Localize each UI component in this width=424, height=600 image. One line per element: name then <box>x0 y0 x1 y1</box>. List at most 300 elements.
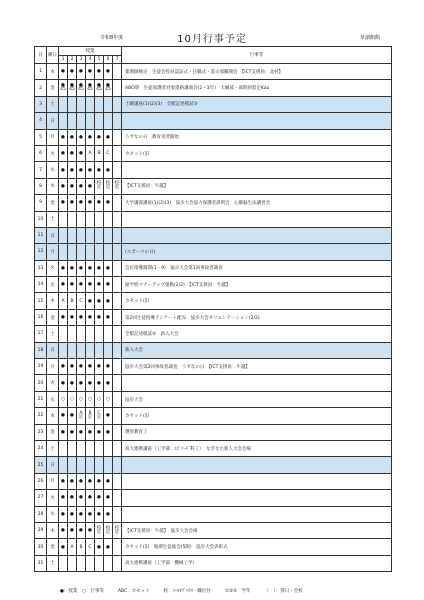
weekday-cell: 日 <box>47 457 59 473</box>
period-cell: ● <box>77 473 86 489</box>
legend-item: ①②③：学年 <box>224 589 251 594</box>
period-cell <box>113 64 122 80</box>
period-cell <box>113 260 122 276</box>
event-cell: ABO祭 生徒保護者対象進路講演会(2・3年) 大綱部・部時到着定Kau <box>122 80 392 96</box>
document-header <box>0 30 424 46</box>
period-header: 3 <box>77 56 86 64</box>
period-cell: ● <box>104 473 113 489</box>
weekday-cell: 火 <box>47 490 59 506</box>
date-cell: 30 <box>35 539 47 555</box>
legend-item: ABC：カセット <box>117 589 150 594</box>
table-row <box>35 457 392 473</box>
period-cell: ● <box>86 260 95 276</box>
period-cell: ● <box>59 522 68 538</box>
weekday-cell: 日 <box>47 227 59 243</box>
period-cell: ● 45 <box>104 80 113 96</box>
period-cell: 校 定 <box>113 522 122 538</box>
date-header: 日 <box>35 47 47 64</box>
date-cell: 13 <box>35 260 47 276</box>
date-cell: 1 <box>35 64 47 80</box>
period-cell <box>95 96 104 112</box>
period-cell: ● <box>77 375 86 391</box>
period-cell <box>68 227 77 243</box>
period-cell: ● <box>68 178 77 194</box>
era-label: 令和8年度 <box>100 35 124 41</box>
period-cell: C 定 <box>95 408 104 424</box>
period-cell: ● <box>95 129 104 145</box>
period-cell <box>86 96 95 112</box>
period-cell: ● <box>104 539 113 555</box>
period-cell <box>104 342 113 358</box>
date-cell: 20 <box>35 375 47 391</box>
period-cell: ● <box>68 162 77 178</box>
period-cell <box>113 277 122 293</box>
event-cell: カセット(旧 <box>122 408 392 424</box>
period-cell <box>95 227 104 243</box>
period-cell: ● <box>86 424 95 440</box>
period-cell <box>86 244 95 260</box>
period-cell: B <box>77 539 86 555</box>
period-cell <box>113 80 122 96</box>
period-cell <box>59 342 68 358</box>
period-cell <box>86 227 95 243</box>
period-cell <box>59 555 68 571</box>
table-row <box>35 277 392 293</box>
table-row <box>35 211 392 227</box>
legend-item: 校：ｺｰﾙｵﾌﾞﾊｳｽ・職位付 <box>163 589 211 594</box>
table-row <box>35 506 392 522</box>
period-cell <box>86 440 95 456</box>
period-cell: A <box>68 539 77 555</box>
event-cell <box>122 211 392 227</box>
weekday-cell: 月 <box>47 244 59 260</box>
period-cell: 校 定 <box>113 178 122 194</box>
period-cell: ● <box>95 162 104 178</box>
period-cell: ● <box>68 195 77 211</box>
period-cell <box>77 113 86 129</box>
period-cell: B <box>68 293 77 309</box>
period-cell <box>113 195 122 211</box>
event-cell: 新入大会 <box>122 342 392 358</box>
table-row <box>35 326 392 342</box>
weekday-cell: 水 <box>47 277 59 293</box>
weekday-cell: 火 <box>47 260 59 276</box>
date-cell: 23 <box>35 424 47 440</box>
period-cell <box>59 440 68 456</box>
period-cell: ● <box>77 129 86 145</box>
period-cell <box>59 244 68 260</box>
period-cell: ● <box>68 129 77 145</box>
period-cell: 校 定 <box>95 178 104 194</box>
period-cell: ● <box>104 162 113 178</box>
weekday-cell: 月 <box>47 359 59 375</box>
period-cell: ● <box>77 424 86 440</box>
period-cell: ● <box>95 195 104 211</box>
period-cell <box>113 440 122 456</box>
weekday-cell: 土 <box>47 96 59 112</box>
period-cell: B 定 <box>86 408 95 424</box>
table-row <box>35 96 392 112</box>
weekday-cell: 木 <box>47 522 59 538</box>
period-cell: ○ <box>86 391 95 407</box>
period-cell <box>113 211 122 227</box>
period-cell: ● 45 <box>77 80 86 96</box>
period-cell: ● <box>86 195 95 211</box>
date-cell: 27 <box>35 490 47 506</box>
weekday-cell: 金 <box>47 309 59 325</box>
period-cell <box>59 96 68 112</box>
period-header: 2 <box>68 56 77 64</box>
event-cell: 選挙教育工 <box>122 424 392 440</box>
period-cell <box>113 227 122 243</box>
period-cell: ● <box>77 490 86 506</box>
weekday-cell: 火 <box>47 375 59 391</box>
period-cell: ○ <box>77 391 86 407</box>
period-cell: A 定 <box>77 408 86 424</box>
period-cell <box>86 326 95 342</box>
period-cell: ● <box>59 277 68 293</box>
period-cell <box>68 440 77 456</box>
period-cell: ● <box>95 309 104 325</box>
period-cell: ● <box>95 473 104 489</box>
period-cell <box>113 293 122 309</box>
period-cell: ● <box>104 64 113 80</box>
period-cell: ● 45 <box>59 80 68 96</box>
event-cell: 高大連携講座（工学部：機械工学） <box>122 555 392 571</box>
table-row <box>35 145 392 161</box>
period-cell <box>104 227 113 243</box>
table-row <box>35 113 392 129</box>
weekday-cell: 土 <box>47 440 59 456</box>
period-cell: ● <box>77 359 86 375</box>
period-cell <box>77 244 86 260</box>
event-cell: カセット(旧 後期生徒総会(5限) 協歩大会表彰式 <box>122 539 392 555</box>
period-cell: ● <box>95 490 104 506</box>
period-cell <box>68 457 77 473</box>
table-row <box>35 244 392 260</box>
period-cell <box>113 375 122 391</box>
event-cell: 薬剤師検定 生徒会役員認証式・任職式・前文部髄開会 【ICT支援員：北村】 <box>122 64 392 80</box>
event-cell: カセット(旧 <box>122 293 392 309</box>
event-cell: 【ICT支援員：牛越】 協歩大会会場 <box>122 522 392 538</box>
period-cell <box>104 555 113 571</box>
period-cell: C <box>104 145 113 161</box>
event-cell <box>122 506 392 522</box>
period-cell <box>77 96 86 112</box>
period-cell <box>113 96 122 112</box>
period-cell: ● <box>59 490 68 506</box>
period-cell: ● <box>95 64 104 80</box>
period-cell <box>95 555 104 571</box>
period-cell <box>113 424 122 440</box>
period-cell: C <box>77 293 86 309</box>
legend-item: ●：授業 ○：行事等 <box>60 589 104 594</box>
date-cell: 2 <box>35 80 47 96</box>
period-cell: ● <box>68 473 77 489</box>
weekday-cell: 木 <box>47 293 59 309</box>
date-cell: 3 <box>35 96 47 112</box>
period-cell <box>113 555 122 571</box>
event-cell: うずなの日 教育実習開始 <box>122 129 392 145</box>
period-cell: ● 45 <box>95 80 104 96</box>
event-cell: 土曜講座(1)(2)(3) 全館記述模試③ <box>122 96 392 112</box>
period-cell: ● <box>59 145 68 161</box>
period-cell: ● <box>77 277 86 293</box>
period-cell <box>77 227 86 243</box>
period-cell <box>104 113 113 129</box>
table-row <box>35 473 392 489</box>
period-cell <box>95 342 104 358</box>
period-cell: ● <box>59 162 68 178</box>
period-cell <box>59 227 68 243</box>
period-cell <box>104 457 113 473</box>
period-cell: ● <box>59 359 68 375</box>
period-cell <box>95 113 104 129</box>
period-cell: ● <box>86 359 95 375</box>
date-cell: 31 <box>35 555 47 571</box>
date-cell: 8 <box>35 178 47 194</box>
period-cell: ● <box>104 293 113 309</box>
table-row <box>35 408 392 424</box>
period-cell <box>68 113 77 129</box>
period-cell <box>86 555 95 571</box>
period-header: 6 <box>104 56 113 64</box>
period-cell <box>113 129 122 145</box>
period-cell <box>86 457 95 473</box>
period-cell: ○ <box>95 391 104 407</box>
period-cell: ● <box>68 506 77 522</box>
event-cell <box>122 457 392 473</box>
event-cell <box>122 113 392 129</box>
period-cell: ● <box>104 129 113 145</box>
period-cell: ● <box>86 64 95 80</box>
event-cell: 協歩大会第2回事故者調査 うずなの日 【ICT支援員：牛越】 <box>122 359 392 375</box>
table-row <box>35 555 392 571</box>
period-cell <box>113 408 122 424</box>
date-cell: 10 <box>35 211 47 227</box>
period-cell: ● <box>77 506 86 522</box>
weekday-cell: 火 <box>47 145 59 161</box>
table-row <box>35 64 392 80</box>
table-row <box>35 227 392 243</box>
period-cell: ● <box>77 522 86 538</box>
event-cell: 大学講義講座(1)(2)(3) 協歩大会協力保護者説明会 心肺蘇生法講習会 <box>122 195 392 211</box>
period-cell: ● <box>104 260 113 276</box>
period-cell: ● <box>104 490 113 506</box>
date-cell: 29 <box>35 522 47 538</box>
period-cell: B <box>95 145 104 161</box>
event-cell: 通学時マナーアップ運動(2/2) 【ICT支援員：牛越】 <box>122 277 392 293</box>
date-cell: 11 <box>35 227 47 243</box>
period-cell: ● <box>68 408 77 424</box>
date-cell: 12 <box>35 244 47 260</box>
weekday-cell: 金 <box>47 539 59 555</box>
period-cell: ● <box>104 408 113 424</box>
period-cell: ● <box>59 375 68 391</box>
table-row <box>35 440 392 456</box>
period-cell <box>77 457 86 473</box>
period-cell: 校 定 <box>104 522 113 538</box>
period-cell: ● <box>86 162 95 178</box>
period-cell: ● <box>59 309 68 325</box>
weekday-cell: 月 <box>47 473 59 489</box>
period-cell <box>95 457 104 473</box>
table-row <box>35 293 392 309</box>
period-cell <box>113 539 122 555</box>
weekday-header: 曜日 <box>47 47 59 64</box>
event-cell <box>122 375 392 391</box>
period-cell: ● <box>95 359 104 375</box>
period-cell: ● <box>59 129 68 145</box>
period-header: 4 <box>86 56 95 64</box>
period-cell: ● <box>86 293 95 309</box>
period-cell: ● <box>77 309 86 325</box>
period-cell <box>77 211 86 227</box>
period-cell <box>86 342 95 358</box>
period-cell: ● <box>86 473 95 489</box>
period-cell: ● <box>59 178 68 194</box>
period-cell: ● <box>68 424 77 440</box>
period-cell <box>68 342 77 358</box>
period-cell <box>68 211 77 227</box>
weekday-cell: 水 <box>47 162 59 178</box>
period-cell: ● <box>104 359 113 375</box>
period-cell: 校 定 <box>95 522 104 538</box>
weekday-cell: 土 <box>47 326 59 342</box>
weekday-cell: 土 <box>47 211 59 227</box>
period-cell: ● <box>59 424 68 440</box>
period-cell: 校 定 <box>104 178 113 194</box>
period-cell <box>113 326 122 342</box>
period-cell <box>95 211 104 227</box>
period-cell: ● <box>68 260 77 276</box>
period-cell: ● <box>86 129 95 145</box>
period-cell <box>77 342 86 358</box>
weekday-cell: 金 <box>47 195 59 211</box>
event-cell: 【ICT支援員：牛越】 <box>122 178 392 194</box>
period-header: 5 <box>95 56 104 64</box>
event-cell <box>122 227 392 243</box>
weekday-cell: 水 <box>47 506 59 522</box>
period-cell: ● <box>86 277 95 293</box>
period-cell: ● <box>59 195 68 211</box>
period-header: 1 <box>59 56 68 64</box>
date-cell: 22 <box>35 408 47 424</box>
event-cell: 芸位指導週間(1・9) 協歩大会第1回事故者調査 <box>122 260 392 276</box>
table-row <box>35 309 392 325</box>
events-header: 行事等 <box>122 47 392 64</box>
period-cell: ● <box>95 506 104 522</box>
period-cell: ● <box>86 309 95 325</box>
period-cell: ● <box>77 178 86 194</box>
period-cell <box>113 309 122 325</box>
date-cell: 5 <box>35 129 47 145</box>
period-cell: ● <box>104 375 113 391</box>
period-cell <box>86 211 95 227</box>
period-cell <box>113 244 122 260</box>
period-cell <box>113 391 122 407</box>
table-row <box>35 342 392 358</box>
period-cell <box>113 506 122 522</box>
weekday-cell: 金 <box>47 424 59 440</box>
period-cell: ● <box>86 490 95 506</box>
period-cell <box>77 440 86 456</box>
period-cell: ● <box>95 260 104 276</box>
period-cell: A <box>59 293 68 309</box>
period-cell: ● <box>86 522 95 538</box>
period-cell: ● <box>77 260 86 276</box>
period-cell: ● <box>104 195 113 211</box>
period-cell: ● <box>104 424 113 440</box>
weekday-cell: 木 <box>47 408 59 424</box>
period-cell: ● <box>68 359 77 375</box>
date-cell: 24 <box>35 440 47 456</box>
period-cell <box>104 211 113 227</box>
weekday-cell: 土 <box>47 555 59 571</box>
period-cell <box>68 326 77 342</box>
table-row <box>35 522 392 538</box>
period-cell: ● <box>68 64 77 80</box>
event-cell <box>122 162 392 178</box>
event-cell: カセット(旧 <box>122 145 392 161</box>
period-cell: ● <box>86 506 95 522</box>
period-cell: ● <box>86 178 95 194</box>
period-cell <box>68 555 77 571</box>
period-cell: ● 45 <box>68 80 77 96</box>
period-cell: ● <box>68 277 77 293</box>
period-cell <box>59 326 68 342</box>
period-cell <box>77 326 86 342</box>
table-row <box>35 80 392 96</box>
period-cell <box>104 244 113 260</box>
period-cell <box>113 457 122 473</box>
schedule-table <box>34 46 392 572</box>
period-cell: ● <box>95 277 104 293</box>
schedule-body <box>35 64 392 572</box>
period-cell <box>59 211 68 227</box>
table-row <box>35 359 392 375</box>
date-cell: 16 <box>35 309 47 325</box>
period-cell <box>113 145 122 161</box>
event-cell: 協歩大会 <box>122 391 392 407</box>
date-cell: 17 <box>35 326 47 342</box>
period-cell: ● <box>59 473 68 489</box>
date-cell: 28 <box>35 506 47 522</box>
period-cell: ● <box>95 424 104 440</box>
table-row <box>35 375 392 391</box>
period-cell: ○ <box>68 391 77 407</box>
event-cell: 第2回生徒指導アンケート配布 協歩大会オリエンテーション(2/2) <box>122 309 392 325</box>
table-row <box>35 129 392 145</box>
period-cell <box>113 342 122 358</box>
table-row <box>35 178 392 194</box>
period-cell: ● <box>95 375 104 391</box>
classes-header: 授業 <box>59 47 122 56</box>
period-cell: ● <box>104 309 113 325</box>
date-cell: 4 <box>35 113 47 129</box>
date-cell: 26 <box>35 473 47 489</box>
period-cell: ○ <box>59 391 68 407</box>
period-cell <box>68 244 77 260</box>
document-title: 10月行事予定 <box>177 34 247 45</box>
period-cell: ● <box>59 408 68 424</box>
date-cell: 6 <box>35 145 47 161</box>
table-row <box>35 490 392 506</box>
period-cell <box>113 162 122 178</box>
period-cell: ● <box>95 539 104 555</box>
period-cell: ● <box>95 293 104 309</box>
period-cell <box>113 473 122 489</box>
